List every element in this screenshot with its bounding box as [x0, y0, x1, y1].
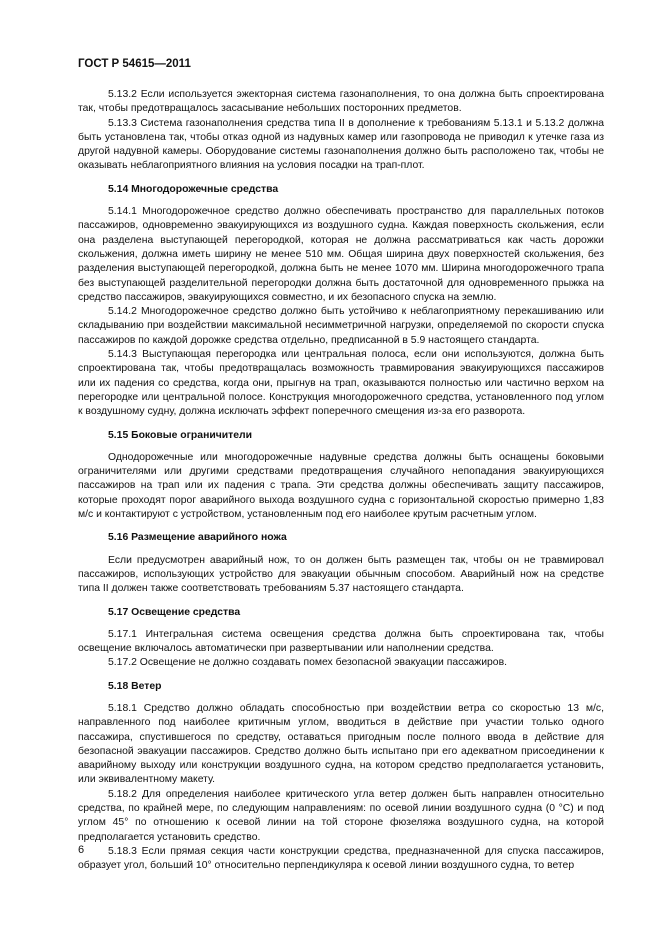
paragraph: 5.18.2 Для определения наиболее критического угла ветер должен быть направлен относительно средства, по крайней мере, по следующим направлениям: по осевой линии воздушного судна (0 °C) и под углом 45° по отношению к осевой линии на той стороне фюзеляжа воздушного судна, на которой предполагается установить средство. — [78, 788, 604, 843]
paragraph: 5.14.1 Многодорожечное средство должно обеспечивать пространство для параллельных потоков пассажиров, одновременно эвакуирующихся из воздушного судна. Каждая поверхность скольжения, если она разделена выступающей перегородкой, которая не должна рассматриваться как часть дорожки скольжения, должна иметь ширину не менее 510 мм. Общая ширина двух поверхностей скольжения, без разделения выступающей перегородкой, должна быть не менее 1070 мм. Ширина многодорожечного трапа без выступающей разделительной перегородки должна быть достаточной для одновременного прыжка на средство пассажиров, эвакуирующихся совместно, и их безопасного спуска на землю. — [78, 206, 604, 303]
paragraph: Если предусмотрен аварийный нож, то он должен быть размещен так, чтобы он не травмировал пассажиров, использующих устройство для эвакуации обычным способом. Аварийный нож на средстве типа II должен также соответствовать требованиям 5.37 настоящего стандарта. — [78, 554, 604, 595]
document-header: ГОСТ Р 54615—2011 — [78, 58, 191, 70]
document-body — [78, 88, 604, 874]
section-heading: 5.15 Боковые ограничители — [108, 429, 253, 441]
paragraph: 5.17.1 Интегральная система освещения средства должна быть спроектирована так, чтобы освещение включалось автоматически при развертывании или наполнении средства. — [78, 628, 604, 655]
paragraph: 5.14.3 Выступающая перегородка или центральная полоса, если они используются, должна быть спроектирована так, чтобы предотвращалась возможность травмирования эвакуирующихся пассажиров или их падения со средства, когда они, прыгнув на трап, оказываются полностью или частично верхом на перегородке или центральной полосе. Конструкция многодорожечного средства, установленного под углом к воздушному судну, должна исключать эффект поперечного смещения из-за его разворота. — [78, 349, 604, 418]
paragraph: 5.14.2 Многодорожечное средство должно быть устойчиво к неблагоприятному перекашиванию или складыванию при воздействии максимальной несимметричной нагрузки, определяемой по скорости спуска пассажиров по каждой дорожке средства отдельно, предписанной в 5.9 настоящего стандарта. — [78, 306, 604, 346]
section-heading: 5.16 Размещение аварийного ножа — [108, 532, 287, 544]
paragraph: 5.13.2 Если используется эжекторная система газонаполнения, то она должна быть спроектирована так, чтобы предотвращалось засасывание небольших посторонних предметов. — [78, 89, 604, 115]
paragraph: 5.18.1 Средство должно обладать способностью при воздействии ветра со скоростью 13 м/с, направленного под наиболее критичным углом, вводиться в действие при участии только одного пассажира, спустившегося по средству, оставаться пригодным после полного ввода в действие для безопасной эвакуации пассажиров. Средство должно быть испытано при его адекватном присоединении к аварийному выходу или конструкции воздушного судна, на котором средство предполагается установить, или эквивалентному макету. — [78, 702, 604, 786]
paragraph: 5.17.2 Освещение не должно создавать помех безопасной эвакуации пассажиров. — [108, 657, 507, 669]
paragraph: 5.13.3 Система газонаполнения средства типа II в дополнение к требованиям 5.13.1 и 5.13.2 должна быть установлена так, чтобы отказ одной из надувных камер или газопровода не приводил к утечке газа из другой надувной камеры. Оборудование системы газонаполнения должно быть расположено так, чтобы не оказывать неблагоприятного влияния на условия посадки на трап-плот. — [78, 117, 604, 172]
section-heading: 5.14 Многодорожечные средства — [108, 183, 279, 195]
section-heading: 5.17 Освещение средства — [108, 606, 241, 618]
section-heading: 5.18 Ветер — [108, 680, 162, 692]
paragraph: 5.18.3 Если прямая секция части конструкции средства, предназначенной для спуска пассажиров, образует угол, больший 10° относительно перпендикуляра к осевой линии воздушного судна, то ветер — [78, 845, 604, 872]
paragraph: Однодорожечные или многодорожечные надувные средства должны быть оснащены боковыми ограничителями или другими средствами предотвращения случайного непопадания эвакуирующихся пассажиров на трап или их падения с трапа. Эти средства должны обеспечивать защиту пассажиров, которые проходят порог аварийного выхода воздушного судна с горизонтальной скоростью примерно 1,83 м/с и контактируют с устройством, установленным под его наиболее крутым расчетным углом. — [78, 451, 604, 521]
page-number: 6 — [78, 844, 85, 856]
